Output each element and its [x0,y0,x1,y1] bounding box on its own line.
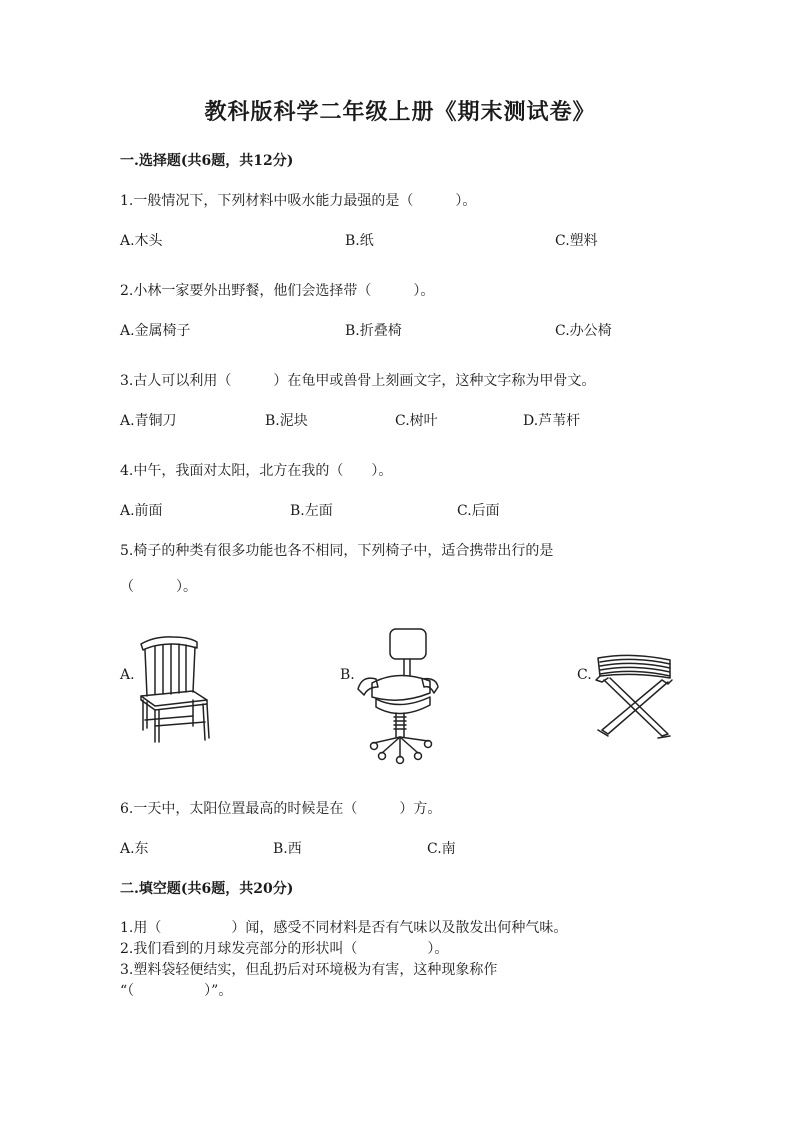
question-3: 3.古人可以利用（ ）在龟甲或兽骨上刻画文字，这种文字称为甲骨文。 [120,373,596,389]
q6-option-b[interactable]: B.西 [273,841,302,857]
q6-option-a[interactable]: A.东 [120,841,149,857]
q1-option-a[interactable]: A.木头 [120,233,163,249]
question-4: 4.中午，我面对太阳，北方在我的（ ）。 [120,463,393,479]
office-chair-image [352,625,444,765]
q6-option-c[interactable]: C.南 [427,841,456,857]
section-heading-fill: 二.填空题(共6题，共20分) [120,881,294,897]
wooden-chair-image [133,634,213,746]
fill-item-3: 3.塑料袋轻便结实，但乱扔后对环境极为有害，这种现象称作 [120,962,498,978]
q5-option-c[interactable]: C. [577,667,592,683]
q3-option-c[interactable]: C.树叶 [395,413,438,429]
page-title: 教科版科学二年级上册《期末测试卷》 [204,99,596,125]
q4-option-c[interactable]: C.后面 [457,503,500,519]
q5-option-a[interactable]: A. [120,667,135,683]
q4-option-b[interactable]: B.左面 [290,503,333,519]
question-6: 6.一天中，太阳位置最高的时候是在（ ）方。 [120,801,442,817]
section-heading-choice: 一.选择题(共6题，共12分) [120,153,294,169]
question-5-blank: （ ）。 [120,579,197,595]
question-5: 5.椅子的种类有很多功能也各不相同，下列椅子中，适合携带出行的是 [120,543,554,559]
q5-option-b[interactable]: B. [340,667,355,683]
q2-option-b[interactable]: B.折叠椅 [345,323,402,339]
q2-option-c[interactable]: C.办公椅 [555,323,612,339]
q4-option-a[interactable]: A.前面 [120,503,163,519]
fill-item-3-blank: “（ ）”。 [120,983,233,999]
fill-item-2: 2.我们看到的月球发亮部分的形状叫（ ）。 [120,941,449,957]
q3-option-d[interactable]: D.芦苇杆 [523,413,581,429]
question-2: 2.小林一家要外出野餐，他们会选择带（ ）。 [120,283,435,299]
q1-option-c[interactable]: C.塑料 [555,233,598,249]
q3-option-b[interactable]: B.泥块 [265,413,308,429]
q1-option-b[interactable]: B.纸 [345,233,374,249]
fill-item-1: 1.用（ ）闻，感受不同材料是否有气味以及散发出何种气味。 [120,920,568,936]
question-1: 1.一般情况下，下列材料中吸水能力最强的是（ ）。 [120,193,477,209]
q2-option-a[interactable]: A.金属椅子 [120,323,191,339]
folding-stool-image [592,650,676,746]
q3-option-a[interactable]: A.青铜刀 [120,413,177,429]
